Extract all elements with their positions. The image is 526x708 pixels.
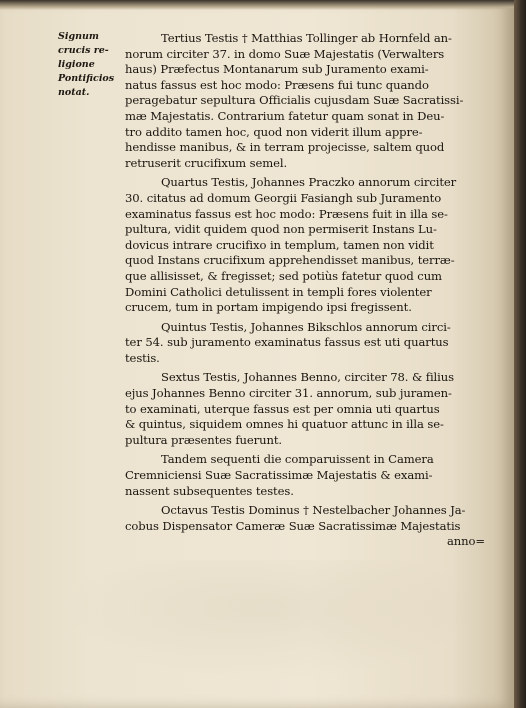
text-line: tro addito tamen hoc, quod non viderit illum appre- (125, 124, 423, 139)
paper-stain (60, 560, 480, 680)
text-line: mæ Majestatis. Contrarium fatetur quam sonat in Deu- (125, 108, 445, 123)
text-line: que allisisset, & fregisset; sed potiùs fatetur quod cum (125, 268, 442, 283)
margin-note-line: Signum (58, 31, 99, 42)
text-line: norum circiter 37. in domo Suæ Majestatis (Verwalters (125, 46, 445, 61)
text-line: crucem, tum in portam impigendo ipsi fregissent. (125, 300, 412, 315)
text-line: testis. (125, 350, 160, 365)
text-line: hendisse manibus, & in terram projecisse, saltem quod (125, 140, 445, 155)
text-line: Octavus Testis Dominus † Nestelbacher Johannes Ja- (161, 503, 466, 518)
text-line: Cremniciensi Suæ Sacratissimæ Majestatis & exami- (125, 468, 433, 483)
text-line: ejus Johannes Benno circiter 31. annorum, sub juramen- (125, 386, 452, 401)
text-line: nassent subsequentes testes. (125, 483, 294, 498)
body-text (125, 31, 485, 550)
text-line: Domini Catholici detulissent in templi fores violenter (125, 284, 432, 299)
text-line: pultura, vidit quidem quod non permiserit Instans Lu- (125, 222, 437, 237)
text-line: & quintus, siquidem omnes hi quatuor attunc in illa se- (125, 417, 444, 432)
book-spine-edge (514, 0, 526, 708)
margin-note-line: ligione (58, 59, 95, 70)
text-line: cobus Dispensator Cameræ Suæ Sacratissimæ Majestatis (125, 518, 461, 533)
text-line: 30. citatus ad domum Georgii Fasiangh sub Juramento (125, 190, 442, 205)
text-line: peragebatur sepultura Officialis cujusdam Suæ Sacratissi- (125, 93, 464, 108)
text-line: Sextus Testis, Johannes Benno, circiter 78. & filius (161, 370, 454, 385)
text-line: Tandem sequenti die comparuissent in Camera (161, 452, 434, 467)
marginal-note (58, 30, 122, 100)
page-top-shadow (0, 0, 514, 10)
margin-note-line: notat. (58, 87, 90, 98)
text-line: haus) Præfectus Montanarum sub Juramento exami- (125, 62, 429, 77)
text-line: Quartus Testis, Johannes Praczko annorum circiter (161, 175, 457, 190)
text-line: dovicus intrare crucifixo in templum, tamen non vidit (125, 237, 434, 252)
text-line: natus fassus est hoc modo: Præsens fui tunc quando (125, 77, 429, 92)
text-line: quod Instans crucifixum apprehendisset manibus, terræ- (125, 253, 455, 268)
text-line: examinatus fassus est hoc modo: Præsens fuit in illa se- (125, 206, 448, 221)
text-line: Tertius Testis † Matthias Tollinger ab Hornfeld an- (161, 31, 452, 45)
text-line: retruserit crucifixum semel. (125, 155, 288, 170)
text-line: ter 54. sub juramento examinatus fassus est uti quartus (125, 335, 449, 350)
margin-note-line: Pontificios (58, 73, 115, 84)
text-line: to examinati, uterque fassus est per omnia uti quartus (125, 401, 440, 416)
text-line: anno= (446, 534, 485, 549)
text-line: Quintus Testis, Johannes Bikschlos annorum circi- (161, 319, 451, 334)
text-line: pultura præsentes fuerunt. (125, 432, 282, 447)
margin-note-line: crucis re- (58, 45, 109, 56)
